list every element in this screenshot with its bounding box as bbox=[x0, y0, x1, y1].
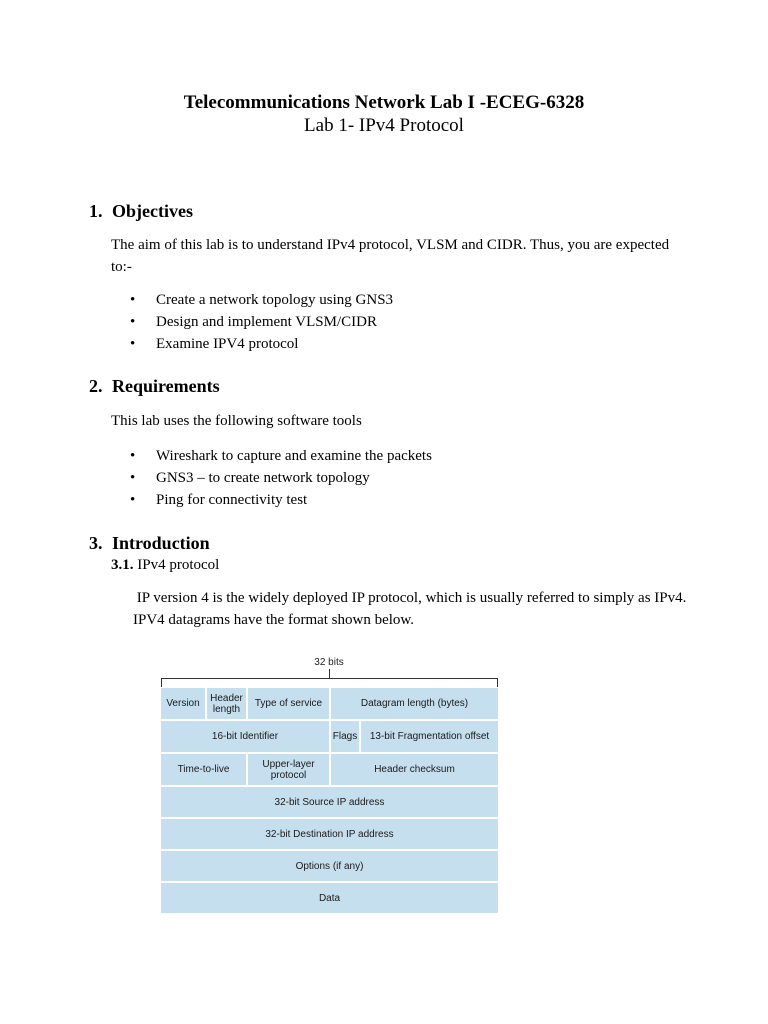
list-item bbox=[130, 311, 393, 333]
objectives-paragraph: The aim of this lab is to understand IPv4 protocol, VLSM and CIDR. Thus, you are expected to:- bbox=[111, 237, 670, 275]
document-title: Telecommunications Network Lab I -ECEG-6328 bbox=[183, 92, 585, 113]
field-time-to-live: Time-to-live bbox=[161, 754, 246, 785]
section-title: Introduction bbox=[112, 533, 210, 553]
field-flags: Flags bbox=[331, 721, 359, 752]
section-heading-objectives bbox=[89, 200, 193, 222]
field-type-of-service: Type of service bbox=[248, 688, 329, 719]
list-item bbox=[130, 489, 432, 511]
bullet-icon: • bbox=[130, 292, 136, 308]
list-item bbox=[130, 333, 393, 355]
section-number: 3. bbox=[89, 533, 103, 553]
objectives-list bbox=[130, 289, 393, 355]
bullet-icon: • bbox=[130, 448, 136, 464]
field-data: Data bbox=[161, 883, 498, 913]
list-item-text: Design and implement VLSM/CIDR bbox=[156, 314, 377, 330]
bullet-icon: • bbox=[130, 492, 136, 508]
list-item-text: Create a network topology using GNS3 bbox=[156, 292, 394, 308]
requirements-paragraph: This lab uses the following software tools bbox=[111, 413, 362, 429]
bracket-tick bbox=[329, 669, 330, 678]
section-title: Objectives bbox=[112, 201, 193, 221]
field-version: Version bbox=[161, 688, 205, 719]
bits-label: 32 bits bbox=[314, 657, 344, 668]
section-heading-introduction bbox=[89, 532, 210, 554]
list-item bbox=[130, 445, 432, 467]
document-subtitle: Lab 1- IPv4 Protocol bbox=[304, 115, 464, 136]
ipv4-datagram-diagram bbox=[160, 655, 498, 915]
field-source-ip: 32-bit Source IP address bbox=[161, 787, 498, 817]
section-title: Requirements bbox=[112, 376, 220, 396]
list-item-text: Ping for connectivity test bbox=[156, 492, 308, 508]
field-destination-ip: 32-bit Destination IP address bbox=[161, 819, 498, 849]
bullet-icon: • bbox=[130, 336, 136, 352]
subsection-title: IPv4 protocol bbox=[137, 557, 220, 573]
list-item-text: GNS3 – to create network topology bbox=[156, 470, 370, 486]
list-item-text: Examine IPV4 protocol bbox=[156, 336, 299, 352]
field-identifier: 16-bit Identifier bbox=[161, 721, 329, 752]
subsection-heading-ipv4 bbox=[111, 555, 219, 575]
list-item-text: Wireshark to capture and examine the packets bbox=[156, 448, 432, 464]
ipv4-paragraph: IP version 4 is the widely deployed IP protocol, which is usually referred to simply as IPv4. IPV4 datagrams have the format shown below. bbox=[133, 590, 691, 628]
field-datagram-length: Datagram length (bytes) bbox=[331, 688, 498, 719]
field-fragmentation-offset: 13-bit Fragmentation offset bbox=[361, 721, 498, 752]
bullet-icon: • bbox=[130, 314, 136, 330]
list-item bbox=[130, 289, 393, 311]
section-number: 2. bbox=[89, 376, 103, 396]
width-bracket bbox=[161, 678, 498, 687]
section-number: 1. bbox=[89, 201, 103, 221]
field-header-length: Header length bbox=[207, 688, 246, 719]
bullet-icon: • bbox=[130, 470, 136, 486]
requirements-list bbox=[130, 445, 432, 511]
field-header-checksum: Header checksum bbox=[331, 754, 498, 785]
field-options: Options (if any) bbox=[161, 851, 498, 881]
section-heading-requirements bbox=[89, 375, 220, 397]
list-item bbox=[130, 467, 432, 489]
subsection-number: 3.1. bbox=[111, 557, 134, 573]
field-upper-layer-protocol: Upper-layer protocol bbox=[248, 754, 329, 785]
